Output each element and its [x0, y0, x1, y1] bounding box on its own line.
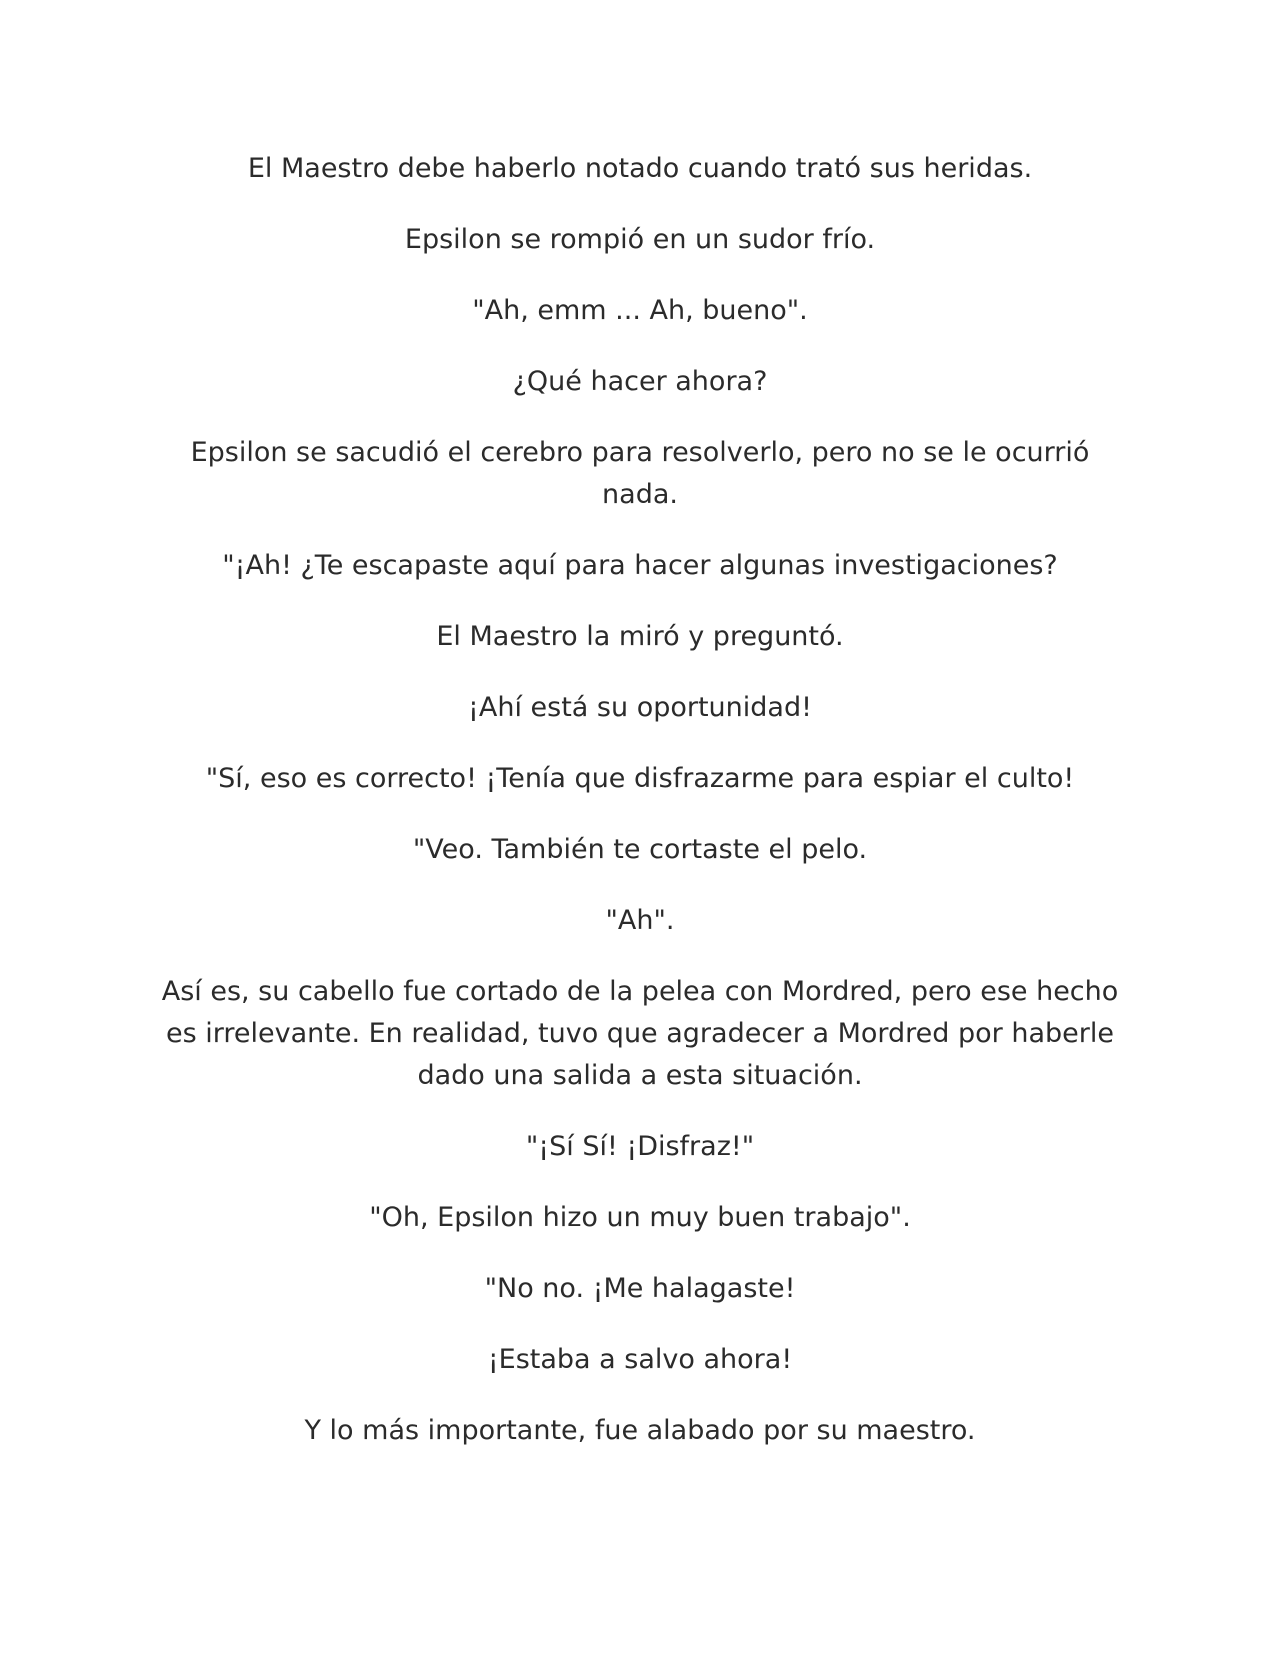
- paragraph-7: El Maestro la miró y preguntó.: [436, 621, 844, 652]
- paragraph-8: ¡Ahí está su oportunidad!: [468, 692, 812, 723]
- paragraph-13: "¡Sí Sí! ¡Disfraz!": [525, 1131, 755, 1162]
- paragraph-2: Epsilon se rompió en un sudor frío.: [404, 224, 876, 255]
- paragraph-9: "Sí, eso es correcto! ¡Tenía que disfrazarme para espiar el culto!: [205, 763, 1075, 794]
- paragraph-17: Y lo más importante, fue alabado por su maestro.: [304, 1415, 976, 1446]
- paragraph-15: "No no. ¡Me halagaste!: [484, 1273, 796, 1304]
- paragraph-4: ¿Qué hacer ahora?: [512, 366, 768, 397]
- document-body: [160, 148, 1120, 1481]
- paragraph-11: "Ah".: [605, 905, 675, 936]
- paragraph-5: Epsilon se sacudió el cerebro para resolverlo, pero no se le ocurrió nada.: [190, 437, 1090, 510]
- paragraph-16: ¡Estaba a salvo ahora!: [487, 1344, 793, 1375]
- paragraph-14: "Oh, Epsilon hizo un muy buen trabajo".: [369, 1202, 911, 1233]
- paragraph-6: "¡Ah! ¿Te escapaste aquí para hacer algunas investigaciones?: [222, 550, 1058, 581]
- paragraph-12: Así es, su cabello fue cortado de la pelea con Mordred, pero ese hecho es irrelevante. En realidad, tuvo que agradecer a Mordred por haberle dado una salida a esta situación.: [161, 976, 1119, 1091]
- paragraph-1: El Maestro debe haberlo notado cuando trató sus heridas.: [247, 153, 1033, 184]
- paragraph-3: "Ah, emm ... Ah, bueno".: [472, 295, 808, 326]
- paragraph-10: "Veo. También te cortaste el pelo.: [412, 834, 868, 865]
